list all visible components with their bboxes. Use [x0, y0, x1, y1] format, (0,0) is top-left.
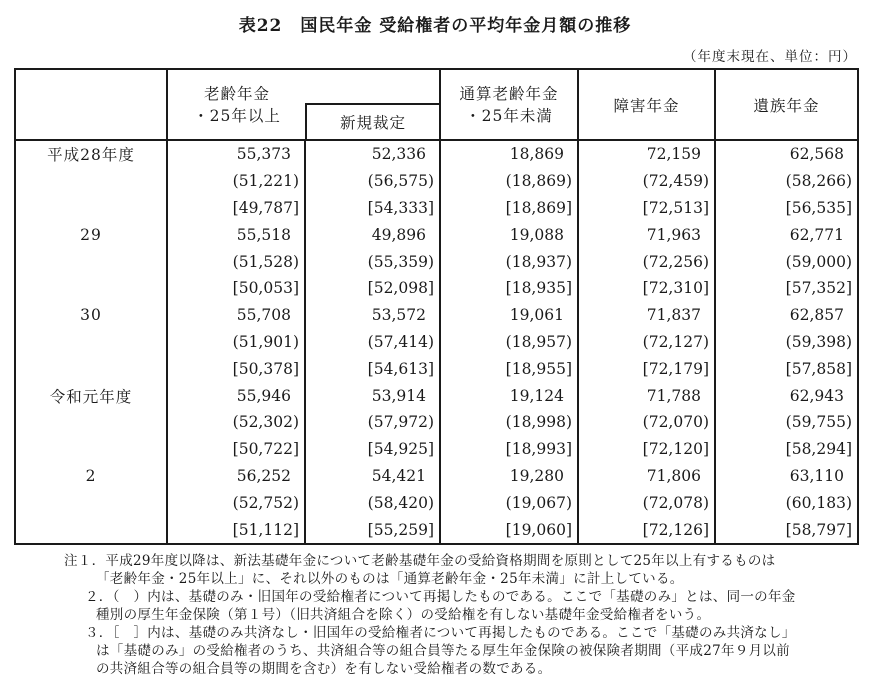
page-title: 表22 国民年金 受給権者の平均年金月額の推移 — [238, 16, 632, 36]
value-cell: 19,061 — [440, 302, 578, 329]
table-row — [15, 382, 858, 409]
value-cell: 62,943 — [715, 382, 858, 409]
value-cell: 62,771 — [715, 221, 858, 248]
value-cell: 53,572 — [305, 302, 440, 329]
value-cell: (59,000) — [715, 248, 858, 275]
value-cell: 71,963 — [578, 221, 715, 248]
table-row — [15, 302, 858, 329]
table-row — [15, 516, 858, 544]
year-cell — [15, 168, 167, 195]
value-cell: 18,869 — [440, 140, 578, 168]
value-cell: (58,266) — [715, 168, 858, 195]
table-row — [15, 275, 858, 302]
value-cell: [18,869] — [440, 195, 578, 222]
value-cell: (18,957) — [440, 329, 578, 356]
header-total-oldage — [440, 69, 578, 140]
value-cell: [72,120] — [578, 436, 715, 463]
table-body — [15, 140, 858, 544]
value-cell: [58,294] — [715, 436, 858, 463]
table-row — [15, 329, 858, 356]
value-cell: [72,126] — [578, 516, 715, 544]
value-cell: [58,797] — [715, 516, 858, 544]
year-cell — [15, 409, 167, 436]
year-cell: 2 — [85, 466, 97, 485]
note-line: ２．（ ）内は、基礎のみ・旧国年の受給権者について再掲したものである。ここで「基礎のみ」とは、同一の年金 — [85, 588, 796, 605]
value-cell: (56,575) — [305, 168, 440, 195]
table-row — [15, 409, 858, 436]
header-row — [15, 69, 858, 140]
value-cell: (72,070) — [578, 409, 715, 436]
value-cell: [54,333] — [305, 195, 440, 222]
year-cell: 30 — [80, 306, 102, 325]
year-cell: 平成28年度 — [47, 146, 135, 165]
value-cell: [55,259] — [305, 516, 440, 544]
value-cell: [54,925] — [305, 436, 440, 463]
value-cell: (57,972) — [305, 409, 440, 436]
value-cell: (59,755) — [715, 409, 858, 436]
note-line: 種別の厚生年金保険（第１号）（旧共済組合を除く）の受給権を有しない基礎年金受給権者をいう。 — [96, 606, 711, 623]
table-row — [15, 140, 858, 168]
value-cell: 19,088 — [440, 221, 578, 248]
table-row — [15, 168, 858, 195]
year-cell — [15, 355, 167, 382]
year-column-header — [15, 69, 167, 140]
note-line: 「老齢年金・25年以上」に、それ以外のものは「通算老齢年金・25年未満」に計上している。 — [96, 570, 684, 587]
header-survivor — [715, 69, 858, 140]
oldage-25plus-label — [168, 70, 306, 139]
value-cell: 71,788 — [578, 382, 715, 409]
oldage-line1: 老齢年金 — [203, 84, 270, 103]
year-cell — [15, 489, 167, 516]
value-cell: [56,535] — [715, 195, 858, 222]
value-cell: [52,098] — [305, 275, 440, 302]
tsusan-line2: ・25年未満 — [465, 106, 553, 125]
value-cell: [72,310] — [578, 275, 715, 302]
value-cell: [57,858] — [715, 355, 858, 382]
value-cell: (52,302) — [167, 409, 305, 436]
value-cell: 62,857 — [715, 302, 858, 329]
value-cell: (58,420) — [305, 489, 440, 516]
value-cell: 55,373 — [167, 140, 305, 168]
value-cell: (57,414) — [305, 329, 440, 356]
value-cell: (18,937) — [440, 248, 578, 275]
note-line: ３．［ ］内は、基礎のみ共済なし・旧国年の受給権者について再掲したものである。ここで「基礎のみ共済なし」 — [85, 624, 796, 641]
new-ruling-label: 新規裁定 — [339, 114, 406, 132]
value-cell: [57,352] — [715, 275, 858, 302]
value-cell: (52,752) — [167, 489, 305, 516]
table-row — [15, 463, 858, 490]
year-cell — [15, 195, 167, 222]
survivor-label: 遺族年金 — [753, 96, 820, 115]
value-cell: (59,398) — [715, 329, 858, 356]
value-cell: (72,256) — [578, 248, 715, 275]
note-line: 注１．平成29年度以降は、新法基礎年金について老齢基礎年金の受給資格期間を原則として25年以上有するものは — [64, 552, 776, 569]
value-cell: (72,078) — [578, 489, 715, 516]
tsusan-line1: 通算老齢年金 — [459, 84, 559, 103]
value-cell: [18,993] — [440, 436, 578, 463]
value-cell: [54,613] — [305, 355, 440, 382]
table-row — [15, 436, 858, 463]
value-cell: (72,459) — [578, 168, 715, 195]
value-cell: (51,901) — [167, 329, 305, 356]
value-cell: 55,946 — [167, 382, 305, 409]
value-cell: 71,837 — [578, 302, 715, 329]
table-row — [15, 221, 858, 248]
disability-label: 障害年金 — [613, 96, 680, 115]
value-cell: 19,124 — [440, 382, 578, 409]
value-cell: [49,787] — [167, 195, 305, 222]
value-cell: [19,060] — [440, 516, 578, 544]
value-cell: [50,378] — [167, 355, 305, 382]
header-new-ruling — [305, 103, 439, 139]
table-header — [15, 69, 858, 140]
value-cell: 54,421 — [305, 463, 440, 490]
value-cell: (51,221) — [167, 168, 305, 195]
total-oldage-label — [441, 83, 577, 127]
pension-table — [14, 68, 859, 545]
table-row — [15, 489, 858, 516]
note-line: は「基礎のみ」の受給権者のうち、共済組合等の組合員等たる厚生年金保険の被保険者期間（平成27年９月以前 — [96, 642, 790, 659]
value-cell: 49,896 — [305, 221, 440, 248]
table-row — [15, 355, 858, 382]
value-cell: 55,708 — [167, 302, 305, 329]
year-cell — [15, 516, 167, 544]
notes — [64, 552, 864, 678]
value-cell: [72,179] — [578, 355, 715, 382]
year-cell — [15, 275, 167, 302]
value-cell: 72,159 — [578, 140, 715, 168]
value-cell: (55,359) — [305, 248, 440, 275]
year-cell — [15, 329, 167, 356]
value-cell: 55,518 — [167, 221, 305, 248]
value-cell: [72,513] — [578, 195, 715, 222]
value-cell: 62,568 — [715, 140, 858, 168]
value-cell: [51,112] — [167, 516, 305, 544]
value-cell: (18,998) — [440, 409, 578, 436]
year-cell — [15, 248, 167, 275]
value-cell: 19,280 — [440, 463, 578, 490]
value-cell: [50,053] — [167, 275, 305, 302]
year-cell — [15, 436, 167, 463]
year-cell: 29 — [80, 225, 102, 244]
value-cell: 56,252 — [167, 463, 305, 490]
unit-note: （年度末現在、単位：円） — [683, 49, 857, 65]
header-disability — [578, 69, 715, 140]
oldage-line2: ・25年以上 — [193, 106, 281, 125]
note-line: の共済組合等の組合員等の期間を含む）を有しない受給権者の数である。 — [96, 660, 552, 677]
value-cell: [50,722] — [167, 436, 305, 463]
value-cell: (60,183) — [715, 489, 858, 516]
value-cell: 52,336 — [305, 140, 440, 168]
table-row — [15, 248, 858, 275]
value-cell: (18,869) — [440, 168, 578, 195]
header-oldage-25plus — [167, 69, 440, 140]
value-cell: [18,955] — [440, 355, 578, 382]
value-cell: (51,528) — [167, 248, 305, 275]
year-cell: 令和元年度 — [49, 387, 133, 406]
value-cell: (19,067) — [440, 489, 578, 516]
value-cell: 63,110 — [715, 463, 858, 490]
value-cell: [18,935] — [440, 275, 578, 302]
value-cell: 53,914 — [305, 382, 440, 409]
value-cell: (72,127) — [578, 329, 715, 356]
value-cell: 71,806 — [578, 463, 715, 490]
table-row — [15, 195, 858, 222]
